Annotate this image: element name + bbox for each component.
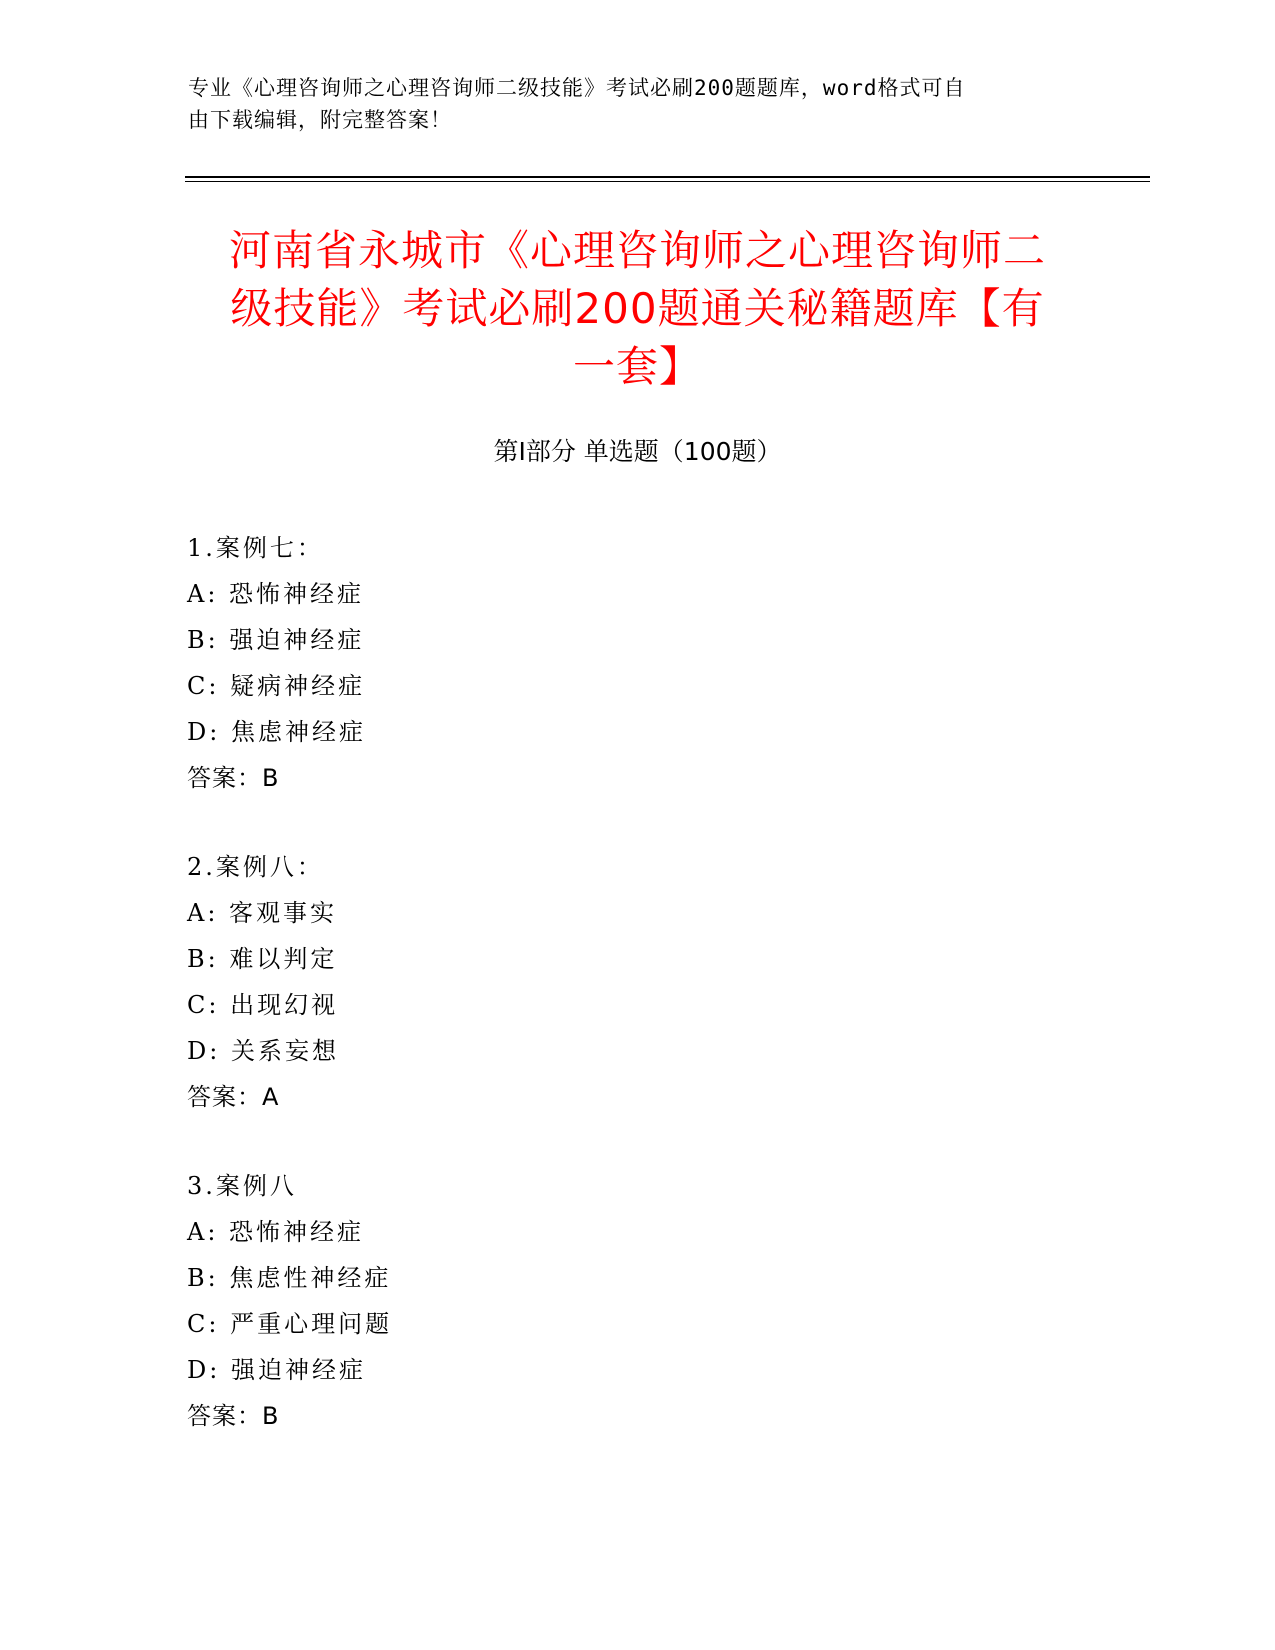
header-note (188, 72, 1068, 136)
title-line-1: 河南省永城市《心理咨询师之心理咨询师二 (228, 226, 1046, 275)
question-stem: 3.案例八 (187, 1172, 297, 1200)
option-a: A: 恐怖神经症 (187, 580, 365, 608)
title-line-3: 一套】 (572, 342, 702, 391)
option-b: B: 焦虑性神经症 (187, 1264, 392, 1292)
question-stem: 2.案例八： (187, 853, 324, 881)
document-title (180, 222, 1095, 396)
option-d: D: 强迫神经症 (187, 1356, 366, 1384)
header-rule-thin (185, 181, 1150, 182)
question-item (187, 525, 1087, 801)
title-line-2: 级技能》考试必刷200题通关秘籍题库【有 (230, 284, 1045, 333)
header-note-line-2: 由下载编辑，附完整答案！ (188, 108, 452, 132)
section-heading: 第I部分 单选题（100题） (493, 437, 782, 466)
answer-line: 答案：B (187, 764, 280, 792)
option-c: C: 出现幻视 (187, 991, 339, 1019)
option-c: C: 疑病神经症 (187, 672, 366, 700)
option-d: D: 焦虑神经症 (187, 718, 366, 746)
option-a: A: 恐怖神经症 (187, 1218, 365, 1246)
option-d: D: 关系妄想 (187, 1037, 339, 1065)
question-stem: 1.案例七： (187, 534, 324, 562)
option-b: B: 强迫神经症 (187, 626, 365, 654)
option-b: B: 难以判定 (187, 945, 338, 973)
answer-line: 答案：B (187, 1402, 280, 1430)
option-c: C: 严重心理问题 (187, 1310, 393, 1338)
header-rule-thick (185, 176, 1150, 178)
question-item (187, 844, 1087, 1120)
answer-line: 答案：A (187, 1083, 280, 1111)
header-note-line-1: 专业《心理咨询师之心理咨询师二级技能》考试必刷200题题库，word格式可自 (188, 76, 966, 100)
question-list (187, 525, 1087, 1482)
option-a: A: 客观事实 (187, 899, 338, 927)
question-item (187, 1163, 1087, 1439)
